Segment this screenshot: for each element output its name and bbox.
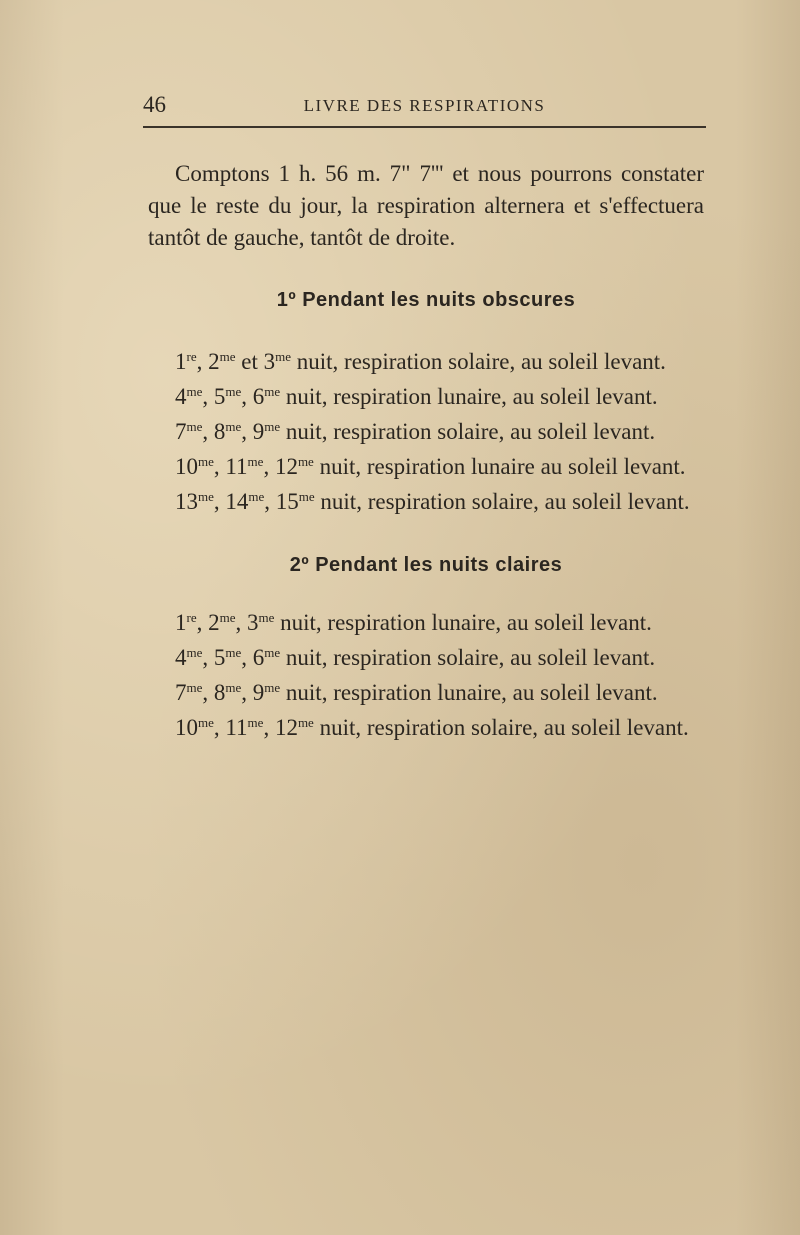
section-heading-nuits-obscures: 1º Pendant les nuits obscures	[276, 289, 576, 311]
section-nuits-claires	[148, 606, 704, 745]
night-entry: $7^{me}$, $8^{me}$, $9^{me}$ nuit, respiration solaire, au soleil levant.	[175, 419, 656, 444]
body-text	[148, 158, 704, 746]
page-number: 46	[143, 92, 166, 117]
night-entry: $4^{me}$, $5^{me}$, $6^{me}$ nuit, respiration lunaire, au soleil levant.	[175, 384, 658, 409]
section-heading-nuits-claires: 2º Pendant les nuits claires	[289, 554, 563, 576]
header-rule	[143, 126, 706, 128]
night-entry: $13^{me}$, $14^{me}$, $15^{me}$ nuit, respiration solaire, au soleil levant.	[175, 489, 690, 514]
intro-paragraph: Comptons 1 h. 56 m. 7" 7''' et nous pourrons constater que le reste du jour, la respiration alternera et s'effectuera tantôt de gauche, tantôt de droite.	[148, 161, 704, 250]
night-entry: $10^{me}$, $11^{me}$, $12^{me}$ nuit, respiration lunaire au soleil levant.	[175, 454, 686, 479]
night-entry: 1re, $2^{me}$, $3^{me}$ nuit, respiration lunaire, au soleil levant.	[175, 610, 652, 635]
night-entry: 1re, $2^{me}$ et $3^{me}$ nuit, respiration solaire, au soleil levant.	[175, 349, 666, 374]
night-entry: $7^{me}$, $8^{me}$, $9^{me}$ nuit, respiration lunaire, au soleil levant.	[175, 680, 658, 705]
section-nuits-obscures	[148, 345, 704, 519]
running-title: LIVRE DES RESPIRATIONS	[303, 96, 546, 115]
night-entry: $10^{me}$, $11^{me}$, $12^{me}$ nuit, respiration solaire, au soleil levant.	[175, 715, 689, 740]
night-entry: $4^{me}$, $5^{me}$, $6^{me}$ nuit, respiration solaire, au soleil levant.	[175, 645, 656, 670]
page-header	[143, 92, 706, 128]
